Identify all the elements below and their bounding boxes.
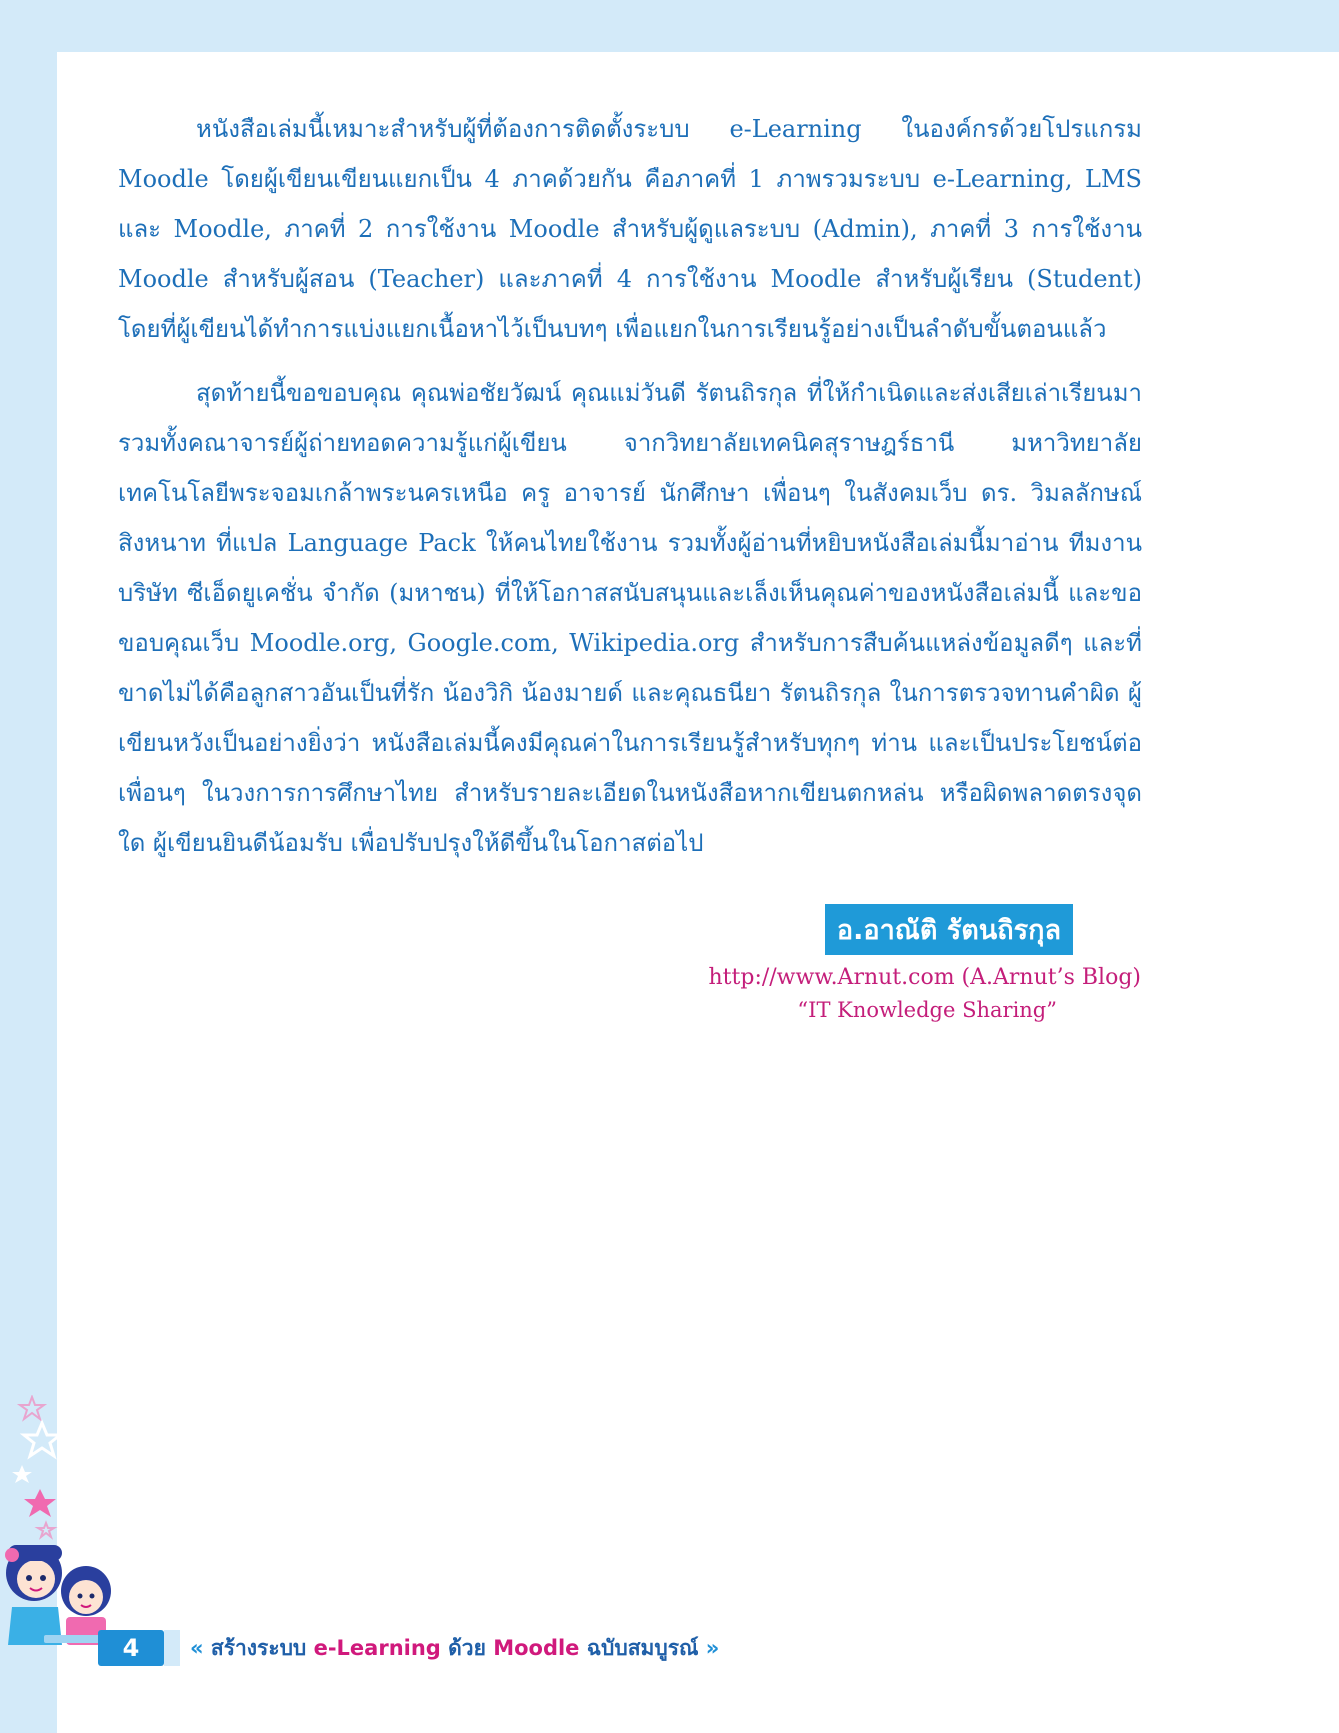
page-number-tab xyxy=(164,1630,180,1666)
star-icon xyxy=(12,1465,32,1483)
running-title xyxy=(190,1632,719,1664)
author-tagline: “IT Knowledge Sharing” xyxy=(797,998,1057,1022)
author-name-badge: อ.อาณัติ รัตนถิรกุล xyxy=(825,904,1073,955)
running-title-part-3: ด้วย xyxy=(448,1636,494,1660)
running-title-part-1: สร้างระบบ xyxy=(210,1636,314,1660)
author-signature xyxy=(709,904,1141,1022)
girl-figure xyxy=(5,1545,62,1645)
star-icon xyxy=(24,1489,56,1517)
page-number: 4 xyxy=(98,1630,164,1666)
running-title-part-2: e-Learning xyxy=(313,1636,441,1660)
running-title-part-4: Moodle xyxy=(493,1636,580,1660)
star-icon xyxy=(20,1397,44,1419)
preface-paragraph-2: สุดท้ายนี้ขอขอบคุณ คุณพ่อชัยวัฒน์ คุณแม่วันดี รัตนถิรกุล ที่ให้กำเนิดและส่งเสียเล่าเรียนมา รวมทั้งคณาจารย์ผู้ถ่ายทอดความรู้แก่ผู้เขียน จากวิทยาลัยเทคนิคสุราษฎร์ธานี มหาวิทยาลัยเทคโนโลยีพระจอมเกล้าพระนครเหนือ ครู อาจารย์ นักศึกษา เพื่อนๆ ในสังคมเว็บ ดร. วิมลลักษณ์ สิงหนาท ที่แปล Language Pack ให้คนไทยใช้งาน รวมทั้งผู้อ่านที่หยิบหนังสือเล่มนี้มาอ่าน ทีมงานบริษัท ซีเอ็ดยูเคชั่น จำกัด (มหาชน) ที่ให้โอกาสสนับสนุนและเล็งเห็นคุณค่าของหนังสือเล่มนี้ และขอขอบคุณเว็บ Moodle.org, Google.com, Wikipedia.org สำหรับการสืบค้นแหล่งข้อมูลดีๆ และที่ขาดไม่ได้คือลูกสาวอันเป็นที่รัก น้องวิกิ น้องมายด์ และคุณธนียา รัตนถิรกุล ในการตรวจทานคำผิด ผู้เขียนหวังเป็นอย่างยิ่งว่า หนังสือเล่มนี้คงมีคุณค่าในการเรียนรู้สำหรับทุกๆ ท่าน และเป็นประโยชน์ต่อเพื่อนๆ ในวงการการศึกษาไทย สำหรับรายละเอียดในหนังสือหากเขียนตกหล่น หรือผิดพลาดตรงจุดใด ผู้เขียนยินดีน้อมรับ เพื่อปรับปรุงให้ดีขึ้นในโอกาสต่อไป xyxy=(118,379,1142,857)
preface-paragraph-1: หนังสือเล่มนี้เหมาะสำหรับผู้ที่ต้องการติดตั้งระบบ e-Learning ในองค์กรด้วยโปรแกรม Moodle โดยผู้เขียนเขียนแยกเป็น 4 ภาคด้วยกัน คือภาคที่ 1 ภาพรวมระบบ e-Learning, LMS และ Moodle, ภาคที่ 2 การใช้งาน Moodle สำหรับผู้ดูแลระบบ (Admin), ภาคที่ 3 การใช้งาน Moodle สำหรับผู้สอน (Teacher) และภาคที่ 4 การใช้งาน Moodle สำหรับผู้เรียน (Student) โดยที่ผู้เขียนได้ทำการแบ่งแยกเนื้อหาไว้เป็นบทๆ เพื่อแยกในการเรียนรู้อย่างเป็นลำดับขั้นตอนแล้ว xyxy=(118,115,1142,343)
preface-body xyxy=(118,104,1142,882)
running-title-part-5: ฉบับสมบูรณ์ xyxy=(586,1636,699,1660)
laptop-icon xyxy=(44,1635,100,1643)
author-url: http://www.Arnut.com (A.Arnut’s Blog) xyxy=(708,965,1141,990)
running-title-open: « xyxy=(190,1636,204,1660)
star-icon xyxy=(24,1423,60,1456)
page-footer xyxy=(98,1630,1198,1666)
running-title-close: » xyxy=(705,1636,720,1660)
top-page-band xyxy=(0,0,1339,52)
star-icon xyxy=(38,1523,54,1537)
